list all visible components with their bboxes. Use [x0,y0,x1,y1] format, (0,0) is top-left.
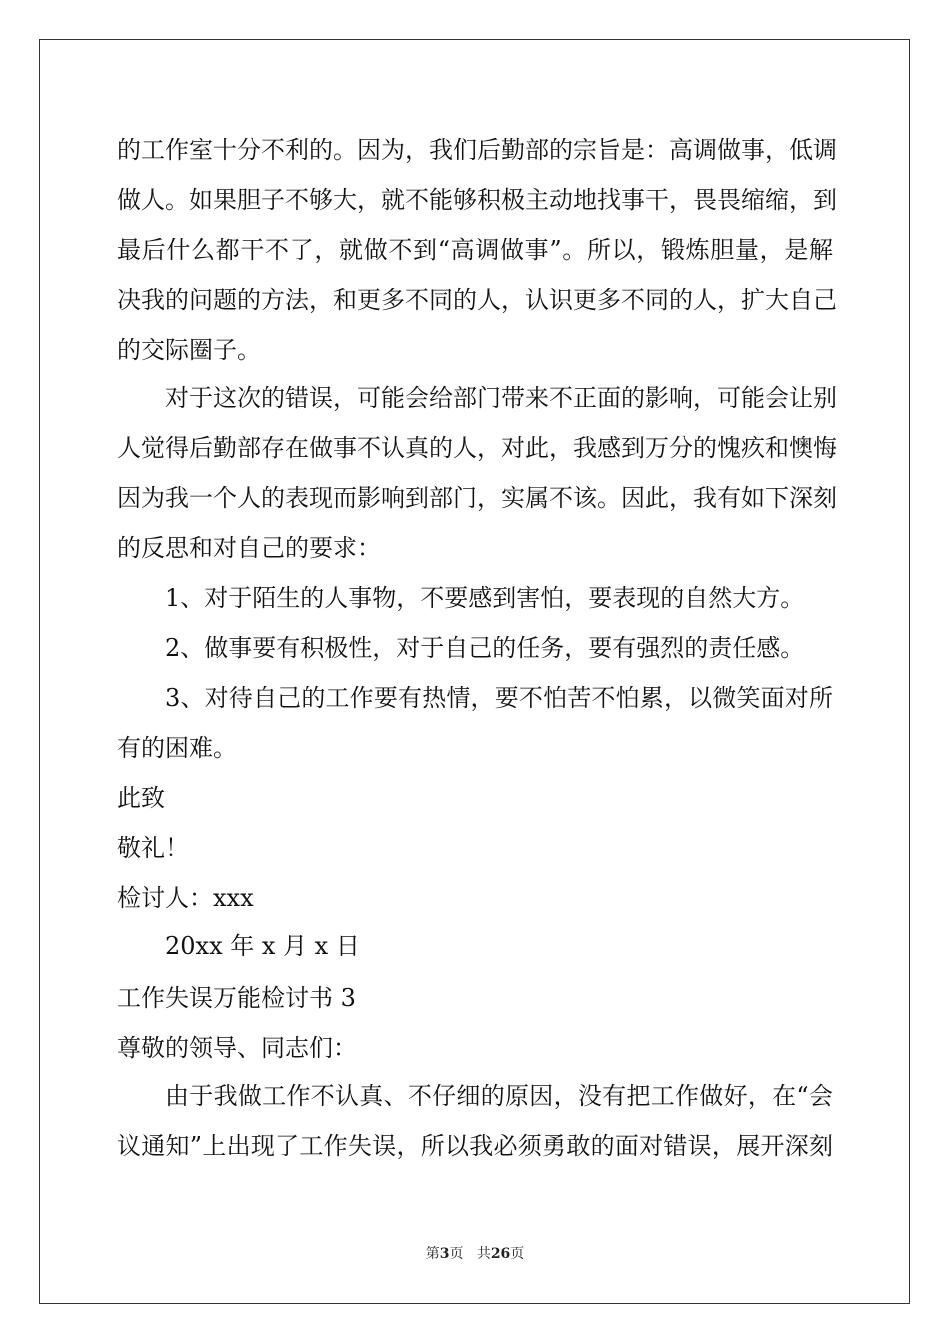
body-line-5: 的交际圈子。 [117,336,261,364]
section-title: 工作失误万能检讨书 3 [117,984,356,1012]
salutation: 尊敬的领导、同志们： [117,1034,357,1062]
body-line-6: 对于这次的错误，可能会给部门带来不正面的影响，可能会让别 [165,384,837,412]
footer-total-number: 26 [490,1246,511,1262]
body-line-7: 人觉得后勤部存在做事不认真的人，对此，我感到万分的愧疚和懊悔 [117,434,837,462]
footer-page-number: 3 [439,1246,450,1262]
body-line-3: 最后什么都干不了，就做不到“高调做事”。所以，锻炼胆量，是解 [117,236,833,264]
body-line-1: 的工作室十分不利的。因为，我们后勤部的宗旨是：高调做事，低调 [117,136,837,164]
list-item-3: 3、对待自己的工作要有热情，要不怕苦不怕累，以微笑面对所 [165,684,833,712]
body-line-2: 做人。如果胆子不够大，就不能够积极主动地找事干，畏畏缩缩，到 [117,186,837,214]
list-item-1: 1、对于陌生的人事物，不要感到害怕，要表现的自然大方。 [165,584,805,612]
closing-cizhi: 此致 [117,784,165,812]
footer-total-prefix: 共 [476,1246,491,1262]
page-border [39,39,910,1304]
list-item-2: 2、做事要有积极性，对于自己的任务，要有强烈的责任感。 [165,634,805,662]
footer-page-suffix: 页 [449,1246,464,1262]
body-line-4: 决我的问题的方法，和更多不同的人，认识更多不同的人，扩大自己 [117,286,837,314]
footer-total-suffix: 页 [510,1246,525,1262]
page-footer [0,1245,950,1263]
body-line-8: 因为我一个人的表现而影响到部门，实属不该。因此，我有如下深刻 [117,484,837,512]
footer-page-prefix: 第 [425,1246,440,1262]
body-line-9: 的反思和对自己的要求： [117,534,381,562]
body-line-21: 议通知”上出现了工作失误，所以我必须勇敢的面对错误，展开深刻 [117,1132,833,1160]
list-item-3-cont: 有的困难。 [117,734,237,762]
body-line-20: 由于我做工作不认真、不仔细的原因，没有把工作做好，在“会 [165,1082,833,1110]
closing-jingli: 敬礼！ [117,834,189,862]
signature-date: 20xx 年 x 月 x 日 [165,932,360,960]
signature-author: 检讨人：xxx [117,884,254,912]
